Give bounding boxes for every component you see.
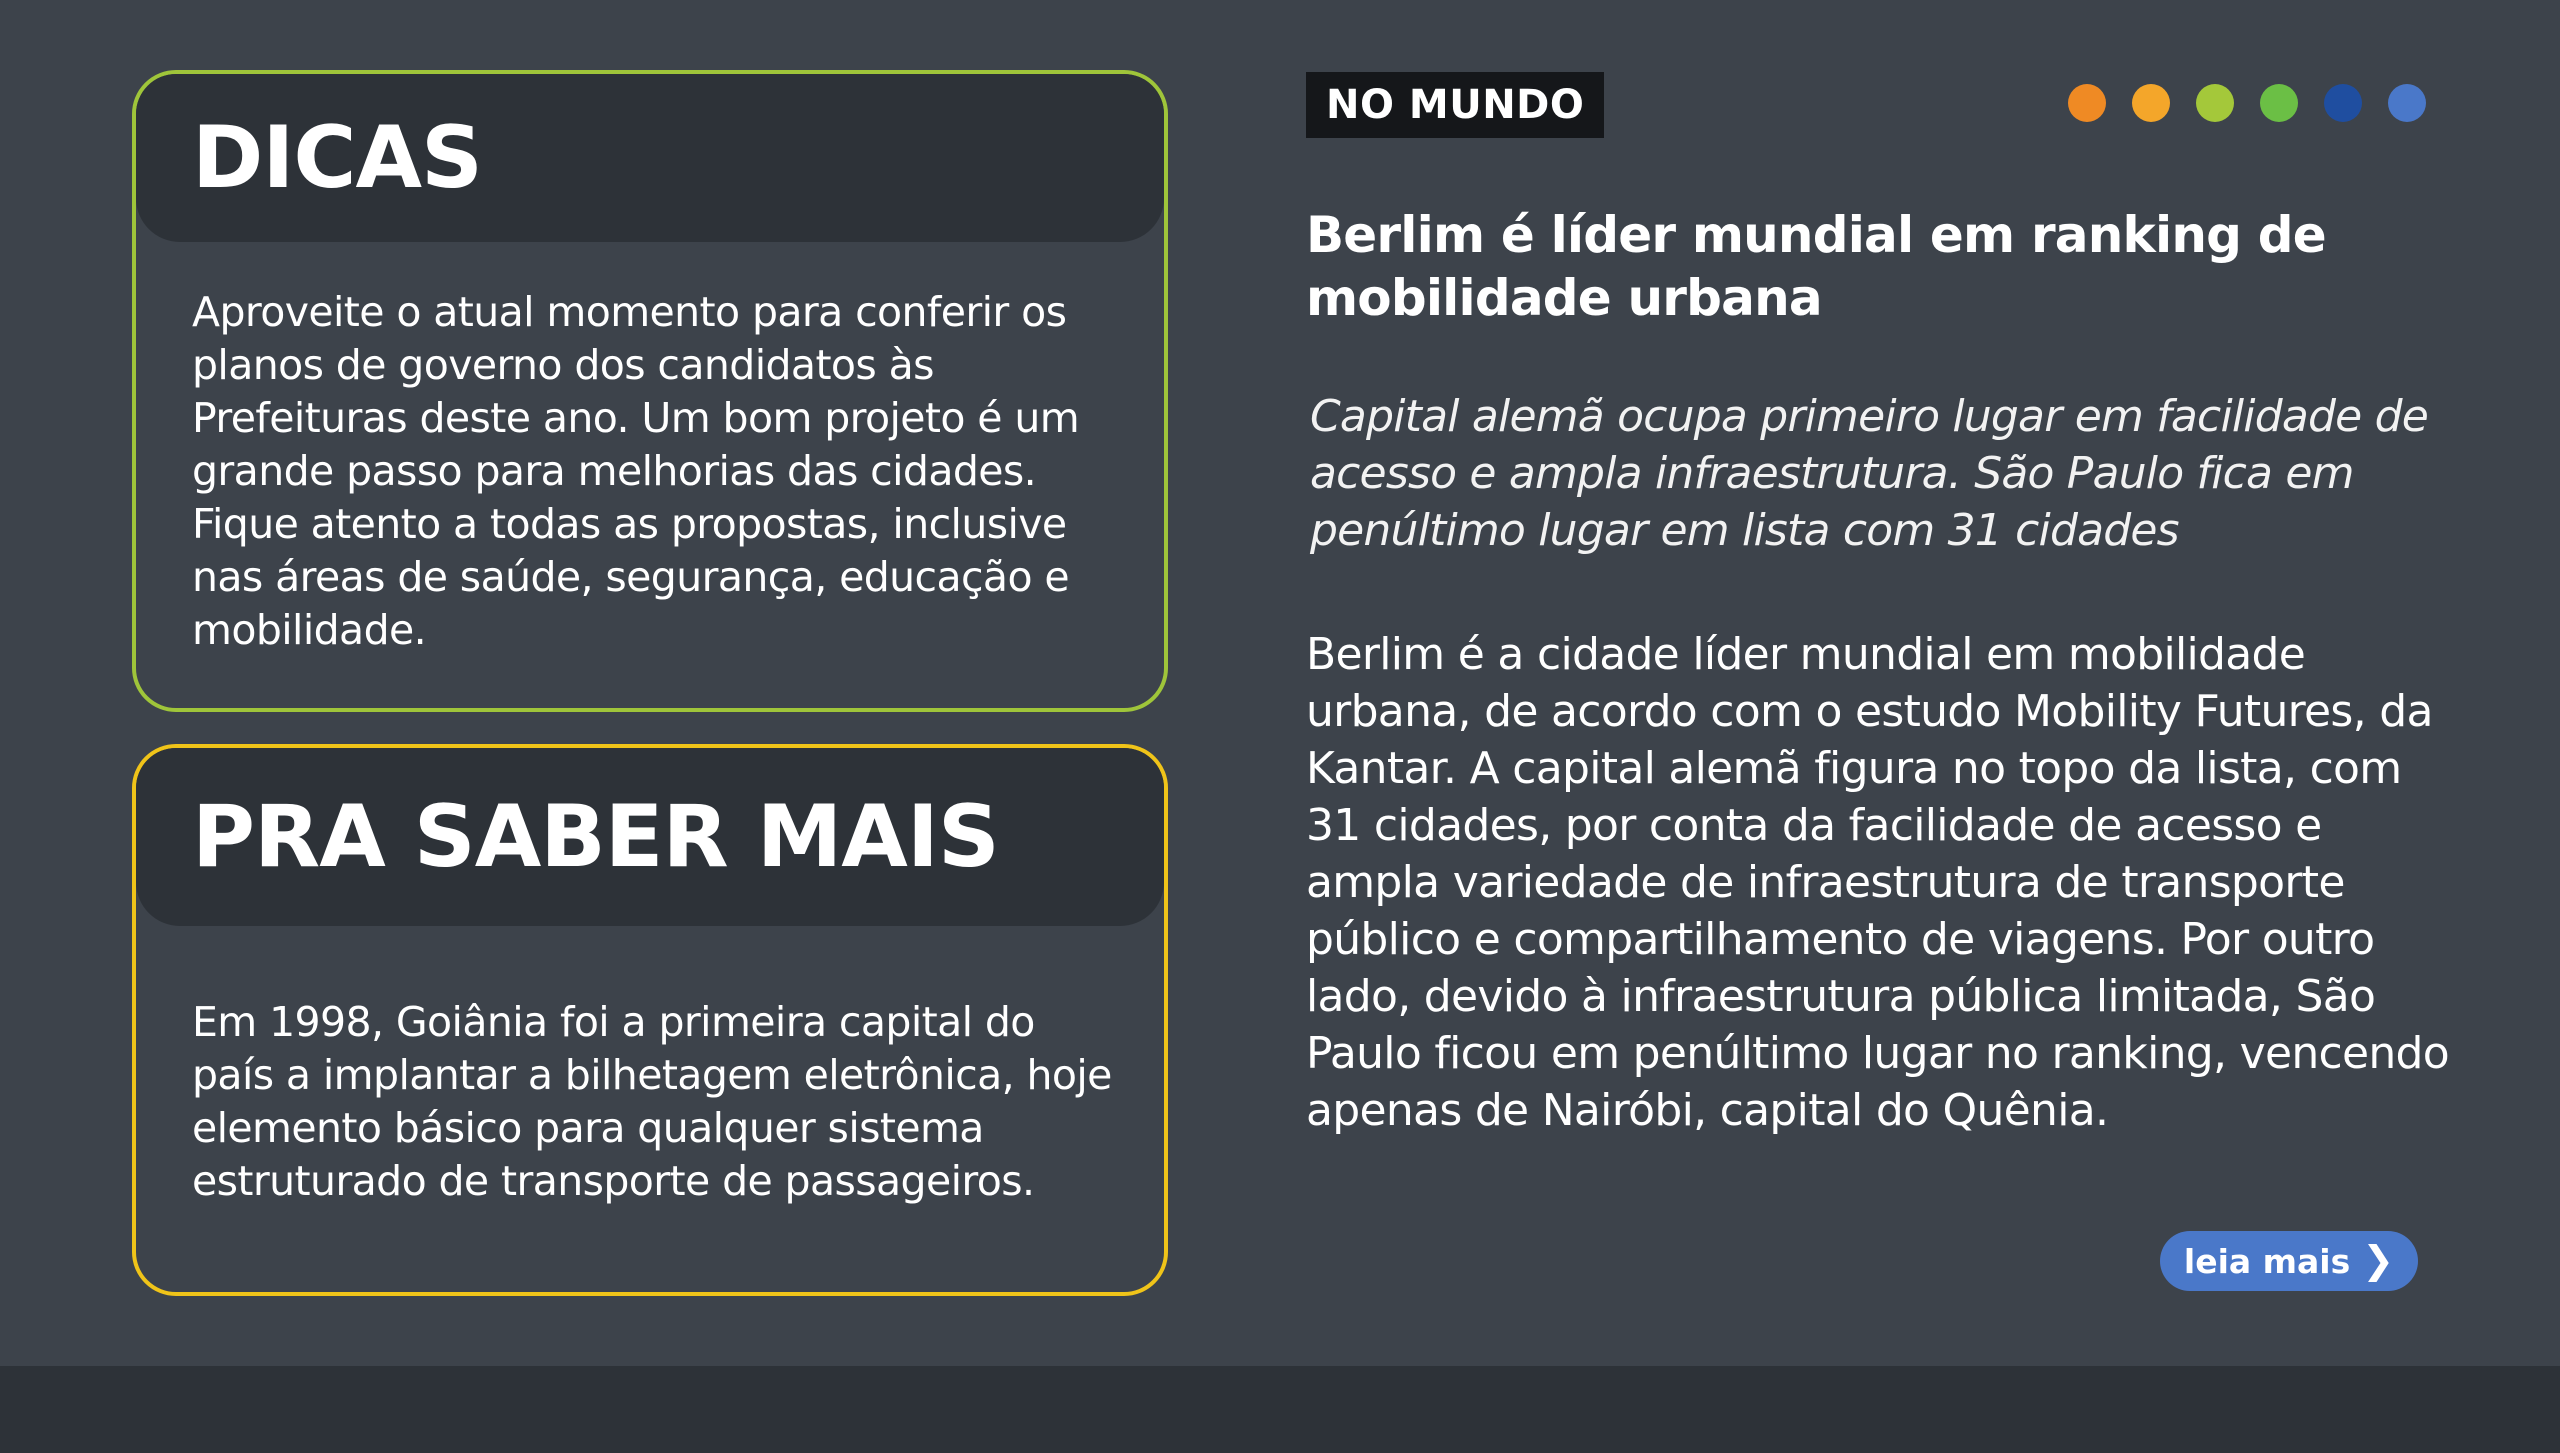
pra-saber-mais-text: Em 1998, Goiânia foi a primeira capital do país a implantar a bilhetagem eletrônica, hoje elemento básico para qualquer sistema estruturado de transporte de passageiros. [192,998,1112,1205]
news-article-body: Berlim é a cidade líder mundial em mobilidade urbana, de acordo com o estudo Mobility Futures, da Kantar. A capital alemã figura no topo da lista, com 31 cidades, por conta da facilidade de acesso e ampla variedade de infraestrutura de transporte público e compartilhamento de viagens. Por outro lado, devido à infraestrutura pública limitada, São Paulo ficou em penúltimo lugar no ranking, vencendo apenas de Nairóbi, capital do Quênia. [1306,629,2449,1136]
dicas-title: DICAS [192,108,482,208]
pra-saber-mais-title: PRA SABER MAIS [192,787,999,887]
dot-light-orange [2132,84,2170,122]
dicas-text: Aproveite o atual momento para conferir os planos de governo dos candidatos às Prefeituras deste ano. Um bom projeto é um grande passo para melhorias das cidades. Fique atento a todas as propostas, inclusive nas áreas de saúde, segurança, educação e mobilidade. [192,288,1080,654]
dot-dark-blue [2324,84,2362,122]
dicas-card-header [136,74,1164,242]
read-more-button[interactable] [2160,1231,2418,1291]
dot-lime [2196,84,2234,122]
color-dots [2068,84,2426,122]
pra-saber-mais-card [132,744,1168,1296]
dot-orange [2068,84,2106,122]
news-subhead: Capital alemã ocupa primeiro lugar em facilidade de acesso e ampla infraestrutura. São Paulo fica em penúltimo lugar em lista com 31 cidades [1310,391,2429,556]
dicas-card [132,70,1168,712]
dot-green [2260,84,2298,122]
read-more-label: leia mais [2183,1241,2351,1281]
chevron-right-icon: ❯ [2362,1237,2395,1282]
pra-saber-mais-card-header [136,748,1164,926]
news-headline: Berlim é líder mundial em ranking de mobilidade urbana [1306,206,2326,327]
dot-blue [2388,84,2426,122]
section-tag: NO MUNDO [1306,72,1604,138]
footer-bar [0,1366,2560,1453]
